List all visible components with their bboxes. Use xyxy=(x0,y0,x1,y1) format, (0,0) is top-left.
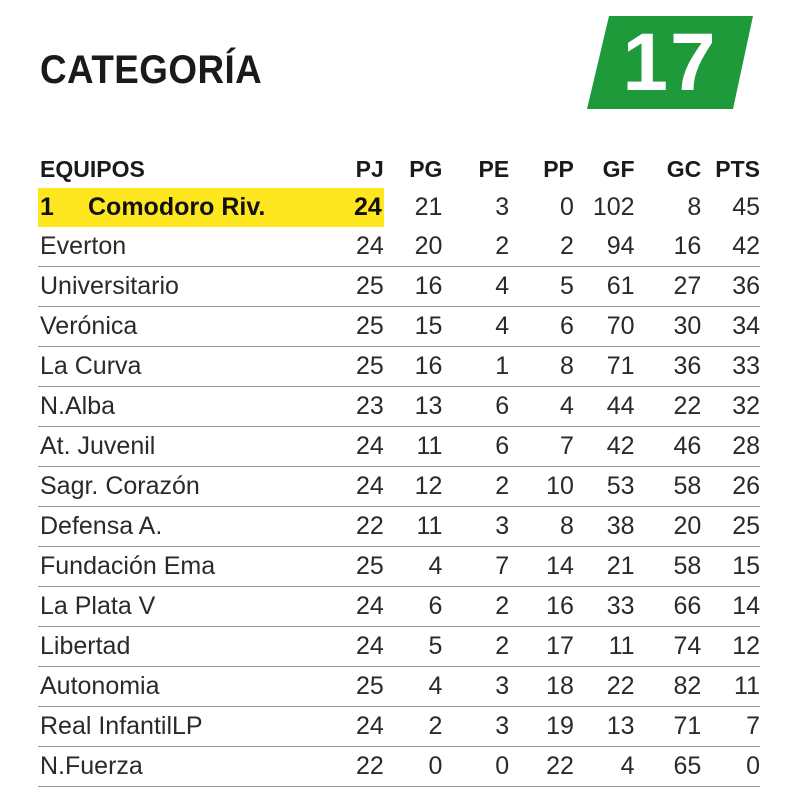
pts-cell: 28 xyxy=(701,427,760,467)
category-badge xyxy=(587,16,753,109)
pj-cell: 24 xyxy=(339,467,383,507)
table-row xyxy=(38,587,760,627)
pe-cell: 6 xyxy=(442,427,509,467)
gf-cell: 61 xyxy=(574,267,635,307)
pe-cell: 3 xyxy=(442,507,509,547)
team-name-cell: N.Alba xyxy=(38,387,339,427)
pts-cell: 11 xyxy=(701,667,760,707)
pts-cell: 42 xyxy=(701,227,760,267)
pg-cell: 20 xyxy=(384,227,443,267)
pj-cell: 24 xyxy=(339,707,383,747)
table-row xyxy=(38,427,760,467)
pg-cell: 16 xyxy=(384,347,443,387)
pj-cell: 25 xyxy=(339,307,383,347)
team-name-cell: La Plata V xyxy=(38,587,339,627)
team-name-cell: Verónica xyxy=(38,307,339,347)
team-name-cell: La Curva xyxy=(38,347,339,387)
pp-cell: 22 xyxy=(509,747,574,787)
leader-rank: 1 xyxy=(40,193,54,221)
pts-cell: 33 xyxy=(701,347,760,387)
pg-cell: 5 xyxy=(384,627,443,667)
gc-cell: 74 xyxy=(635,627,702,667)
pe-cell: 3 xyxy=(442,667,509,707)
pp-cell: 18 xyxy=(509,667,574,707)
pe-cell: 4 xyxy=(442,307,509,347)
table-row xyxy=(38,547,760,587)
pe-cell: 6 xyxy=(442,387,509,427)
gc-cell: 22 xyxy=(635,387,702,427)
table-row xyxy=(38,667,760,707)
pts-cell: 15 xyxy=(701,547,760,587)
pp-cell: 14 xyxy=(509,547,574,587)
pj-cell: 25 xyxy=(339,667,383,707)
gc-cell: 58 xyxy=(635,467,702,507)
gf-cell: 38 xyxy=(574,507,635,547)
gf-cell: 70 xyxy=(574,307,635,347)
table-row xyxy=(38,267,760,307)
pp-cell: 8 xyxy=(509,507,574,547)
leader-pe: 3 xyxy=(495,193,510,221)
column-header-pts: PTS xyxy=(715,155,760,182)
team-name-cell: Fundación Ema xyxy=(38,547,339,587)
gf-cell: 33 xyxy=(574,587,635,627)
team-name-cell: Real InfantilLP xyxy=(38,707,339,747)
leader-pj: 24 xyxy=(339,188,383,227)
gc-cell: 30 xyxy=(635,307,702,347)
gc-cell: 65 xyxy=(635,747,702,787)
pg-cell: 4 xyxy=(384,667,443,707)
pp-cell: 17 xyxy=(509,627,574,667)
pg-cell: 16 xyxy=(384,267,443,307)
table-row xyxy=(38,387,760,427)
pg-cell: 4 xyxy=(384,547,443,587)
table-row xyxy=(38,227,760,267)
pts-cell: 12 xyxy=(701,627,760,667)
pp-cell: 2 xyxy=(509,227,574,267)
pp-cell: 19 xyxy=(509,707,574,747)
table-row xyxy=(38,347,760,387)
pj-cell: 25 xyxy=(339,547,383,587)
team-name-cell: Autonomia xyxy=(38,667,339,707)
pp-cell: 16 xyxy=(509,587,574,627)
team-name-cell: N.Fuerza xyxy=(38,747,339,787)
standings-table xyxy=(38,150,760,787)
leader-gf: 102 xyxy=(592,193,635,221)
pts-cell: 36 xyxy=(701,267,760,307)
column-header-gc: GC xyxy=(666,155,702,182)
column-header-pp: PP xyxy=(543,155,574,182)
pe-cell: 3 xyxy=(442,707,509,747)
gf-cell: 13 xyxy=(574,707,635,747)
gc-cell: 82 xyxy=(635,667,702,707)
pp-cell: 8 xyxy=(509,347,574,387)
pp-cell: 7 xyxy=(509,427,574,467)
gc-cell: 46 xyxy=(635,427,702,467)
column-header-gf: GF xyxy=(602,155,635,182)
gc-cell: 16 xyxy=(635,227,702,267)
leader-gc: 8 xyxy=(687,193,702,221)
gc-cell: 20 xyxy=(635,507,702,547)
leader-pp: 0 xyxy=(559,193,574,221)
gf-cell: 42 xyxy=(574,427,635,467)
page-title: CATEGORÍA xyxy=(40,48,263,92)
gf-cell: 44 xyxy=(574,387,635,427)
table-row xyxy=(38,707,760,747)
pg-cell: 12 xyxy=(384,467,443,507)
team-name-cell: Universitario xyxy=(38,267,339,307)
column-header-equipos: EQUIPOS xyxy=(40,155,145,182)
team-name-cell: Everton xyxy=(38,227,339,267)
pp-cell: 4 xyxy=(509,387,574,427)
pe-cell: 2 xyxy=(442,467,509,507)
team-name-cell: At. Juvenil xyxy=(38,427,339,467)
pe-cell: 7 xyxy=(442,547,509,587)
pe-cell: 1 xyxy=(442,347,509,387)
pg-cell: 0 xyxy=(384,747,443,787)
gc-cell: 27 xyxy=(635,267,702,307)
gc-cell: 66 xyxy=(635,587,702,627)
table-row xyxy=(38,627,760,667)
pts-cell: 0 xyxy=(701,747,760,787)
pp-cell: 6 xyxy=(509,307,574,347)
column-header-pj: PJ xyxy=(355,155,384,182)
pj-cell: 24 xyxy=(339,587,383,627)
team-name-cell: Sagr. Corazón xyxy=(38,467,339,507)
gf-cell: 4 xyxy=(574,747,635,787)
pts-cell: 34 xyxy=(701,307,760,347)
column-header-pe: PE xyxy=(478,155,510,182)
pe-cell: 2 xyxy=(442,627,509,667)
pp-cell: 10 xyxy=(509,467,574,507)
gc-cell: 71 xyxy=(635,707,702,747)
pts-cell: 14 xyxy=(701,587,760,627)
gf-cell: 22 xyxy=(574,667,635,707)
gf-cell: 53 xyxy=(574,467,635,507)
pg-cell: 13 xyxy=(384,387,443,427)
pe-cell: 2 xyxy=(442,587,509,627)
pj-cell: 25 xyxy=(339,347,383,387)
gf-cell: 71 xyxy=(574,347,635,387)
pj-cell: 24 xyxy=(339,427,383,467)
pj-cell: 22 xyxy=(339,747,383,787)
pg-cell: 2 xyxy=(384,707,443,747)
pj-cell: 23 xyxy=(339,387,383,427)
leader-team-cell xyxy=(38,188,339,227)
gf-cell: 94 xyxy=(574,227,635,267)
leader-pg: 21 xyxy=(414,193,443,221)
table-header-row xyxy=(38,150,760,188)
table-row xyxy=(38,307,760,347)
pp-cell: 5 xyxy=(509,267,574,307)
table-row xyxy=(38,467,760,507)
pj-cell: 22 xyxy=(339,507,383,547)
gc-cell: 58 xyxy=(635,547,702,587)
pts-cell: 26 xyxy=(701,467,760,507)
pg-cell: 11 xyxy=(384,427,443,467)
pg-cell: 11 xyxy=(384,507,443,547)
team-name-cell: Libertad xyxy=(38,627,339,667)
pj-cell: 24 xyxy=(339,227,383,267)
pts-cell: 7 xyxy=(701,707,760,747)
pe-cell: 0 xyxy=(442,747,509,787)
pj-cell: 25 xyxy=(339,267,383,307)
pts-cell: 25 xyxy=(701,507,760,547)
pe-cell: 4 xyxy=(442,267,509,307)
column-header-pg: PG xyxy=(409,155,443,182)
leader-row xyxy=(38,188,760,227)
leader-pts: 45 xyxy=(732,193,760,221)
pj-cell: 24 xyxy=(339,627,383,667)
team-name-cell: Defensa A. xyxy=(38,507,339,547)
pe-cell: 2 xyxy=(442,227,509,267)
leader-team-name: Comodoro Riv. xyxy=(88,193,266,221)
gf-cell: 21 xyxy=(574,547,635,587)
gc-cell: 36 xyxy=(635,347,702,387)
pts-cell: 32 xyxy=(701,387,760,427)
gf-cell: 11 xyxy=(574,627,635,667)
pg-cell: 6 xyxy=(384,587,443,627)
pg-cell: 15 xyxy=(384,307,443,347)
table-row xyxy=(38,747,760,787)
category-number: 17 xyxy=(622,16,718,108)
table-row xyxy=(38,507,760,547)
